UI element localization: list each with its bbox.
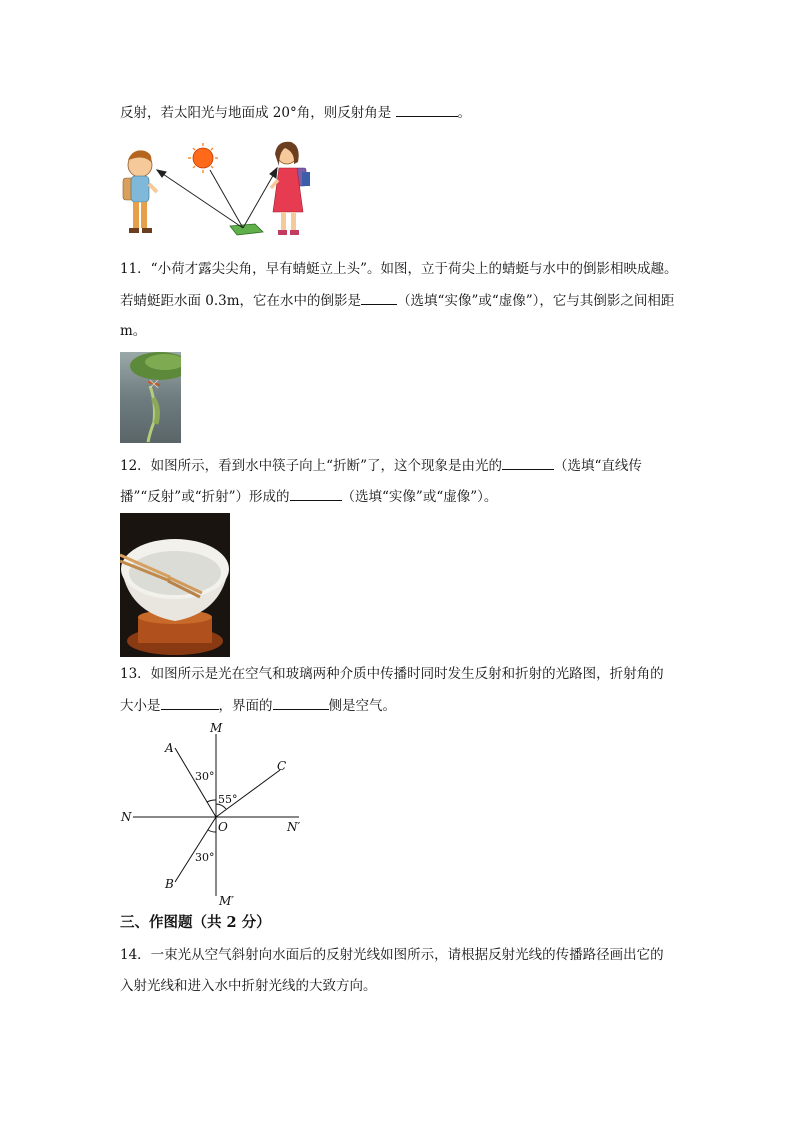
q10-text-before: 反射，若太阳光与地面成 20°角，则反射角是	[120, 105, 396, 121]
q13-answer-blank-2[interactable]	[273, 695, 329, 710]
q12-line2-after: （选填“实像”或“虚像”）。	[341, 489, 498, 505]
q11-line-3	[120, 321, 146, 341]
q10-reflection-figure	[115, 140, 315, 245]
light-path-diagram	[115, 718, 315, 910]
q12-line1-before: 12．如图所示，看到水中筷子向上“折断”了，这个现象是由光的	[120, 458, 502, 474]
angle-top-value: 30°	[195, 770, 215, 783]
dragonfly-lotus-photo	[120, 352, 181, 443]
q13-line2-before: 大小是	[120, 698, 161, 714]
angle-right-value: 55°	[218, 793, 238, 806]
q11-line2-after: （选填“实像”或“虚像”），它与其倒影之间相距	[397, 293, 675, 309]
label-m: M	[210, 721, 223, 735]
q12-line-1	[120, 455, 642, 476]
label-a: A	[165, 741, 174, 755]
label-c: C	[277, 759, 287, 773]
q14-line-1: 14．一束光从空气斜射向水面后的反射光线如图所示，请根据反射光线的传播路径画出它的	[120, 947, 664, 963]
q13-answer-blank-1[interactable]	[161, 695, 219, 710]
q11-line-2	[120, 290, 674, 311]
label-n-prime: N′	[287, 820, 301, 834]
q12-answer-blank-2[interactable]	[290, 486, 342, 501]
chopsticks-bowl-photo	[120, 513, 230, 657]
q12-line2-before: 播”“反射”或“折射”）形成的	[120, 489, 290, 505]
label-m-prime: M′	[219, 894, 235, 908]
q10-text-after: 。	[457, 105, 472, 121]
section3-heading: 三、作图题（共 2 分）	[120, 914, 271, 931]
q13-line-1: 13．如图所示是光在空气和玻璃两种介质中传播时同时发生反射和折射的光路图，折射角的	[120, 666, 664, 682]
label-o: O	[218, 820, 228, 834]
girl-figure	[271, 142, 310, 235]
angle-bottom-value: 30°	[195, 851, 215, 864]
q12-answer-blank-1[interactable]	[502, 455, 554, 470]
q11-line3-text: m。	[120, 323, 147, 339]
q13-line-2	[120, 695, 396, 716]
mirror-figure	[230, 224, 263, 235]
q13-line2-mid: ，界面的	[218, 698, 273, 714]
angle-arc-bottom	[208, 830, 216, 832]
q11-line-1: 11．“小荷才露尖尖角，早有蜻蜓立上头”。如图，立于荷尖上的蜻蜓与水中的倒影相映成趣。	[120, 261, 678, 277]
q12-line1-after: （选填“直线传	[553, 458, 642, 474]
label-n: N	[121, 810, 132, 824]
q10-answer-blank[interactable]	[396, 102, 458, 117]
label-b: B	[165, 877, 174, 891]
q11-answer-blank-1[interactable]	[361, 290, 397, 305]
q13-line2-after: 侧是空气。	[328, 698, 396, 714]
boy-figure	[123, 150, 157, 233]
ray-ob	[175, 817, 216, 882]
q12-line-2	[120, 486, 497, 507]
sun-figure	[188, 143, 218, 173]
q11-line2-before: 若蜻蜓距水面 0.3m，它在水中的倒影是	[120, 293, 362, 309]
q14-line-2: 入射光线和进入水中折射光线的大致方向。	[120, 978, 377, 994]
angle-arc-top	[207, 800, 216, 802]
q10-line	[120, 102, 471, 123]
